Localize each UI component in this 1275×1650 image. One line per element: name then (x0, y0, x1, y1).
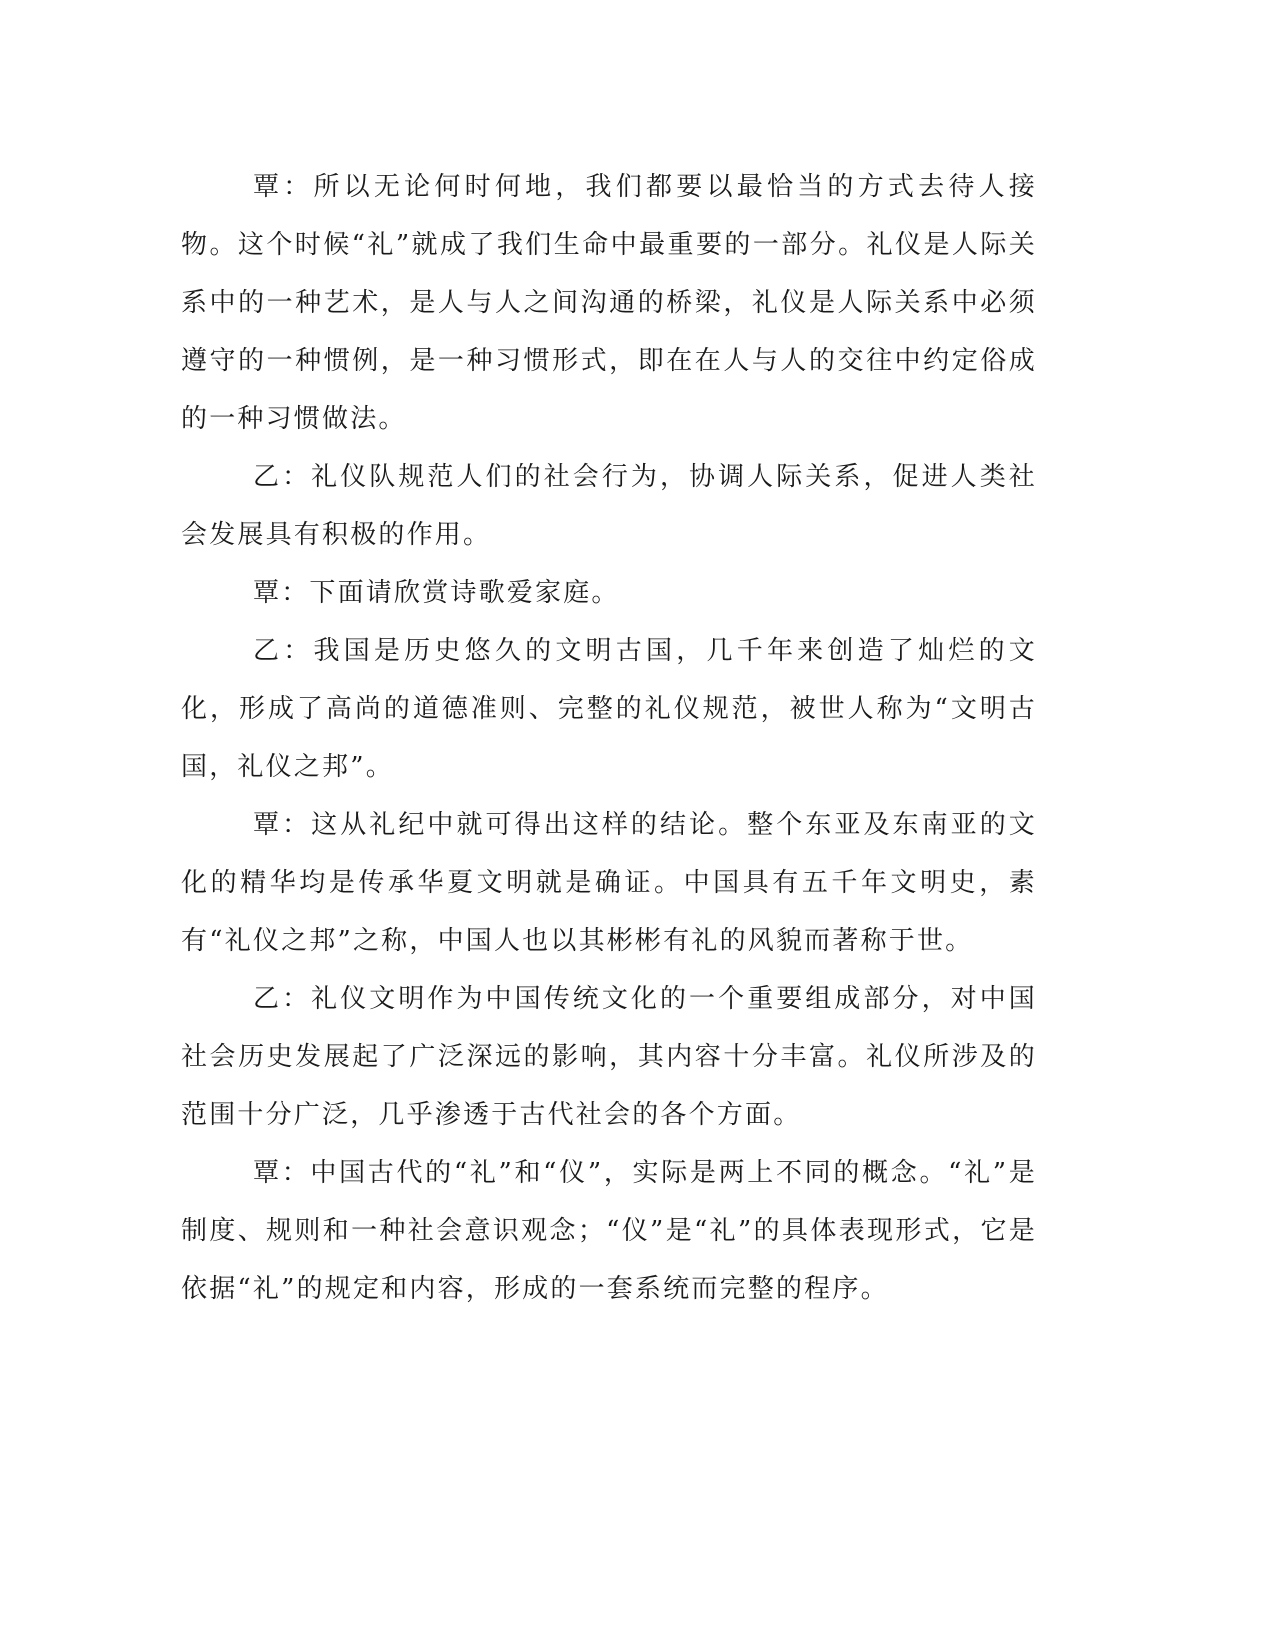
paragraph-3: 覃：下面请欣赏诗歌爱家庭。 (253, 578, 620, 608)
paragraph-2: 乙：礼仪队规范人们的社会行为，协调人际关系，促进人类社会发展具有积极的作用。 (181, 462, 1037, 550)
paragraph-7: 覃：中国古代的“礼”和“仪”，实际是两上不同的概念。“礼”是制度、规则和一种社会意识观念；“仪”是“礼”的具体表现形式，它是依据“礼”的规定和内容，形成的一套系统而完整的程序。 (181, 1158, 1037, 1304)
document-body (181, 158, 1037, 1318)
paragraph-6: 乙：礼仪文明作为中国传统文化的一个重要组成部分，对中国社会历史发展起了广泛深远的影响，其内容十分丰富。礼仪所涉及的范围十分广泛，几乎渗透于古代社会的各个方面。 (181, 984, 1037, 1130)
paragraph-5: 覃：这从礼纪中就可得出这样的结论。整个东亚及东南亚的文化的精华均是传承华夏文明就是确证。中国具有五千年文明史，素有“礼仪之邦”之称，中国人也以其彬彬有礼的风貌而著称于世。 (181, 810, 1037, 956)
paragraph-1: 覃：所以无论何时何地，我们都要以最恰当的方式去待人接物。这个时候“礼”就成了我们生命中最重要的一部分。礼仪是人际关系中的一种艺术，是人与人之间沟通的桥梁，礼仪是人际关系中必须遵守的一种惯例，是一种习惯形式，即在在人与人的交往中约定俗成的一种习惯做法。 (181, 172, 1037, 434)
paragraph-4: 乙：我国是历史悠久的文明古国，几千年来创造了灿烂的文化，形成了高尚的道德准则、完整的礼仪规范，被世人称为“文明古国，礼仪之邦”。 (181, 636, 1037, 782)
